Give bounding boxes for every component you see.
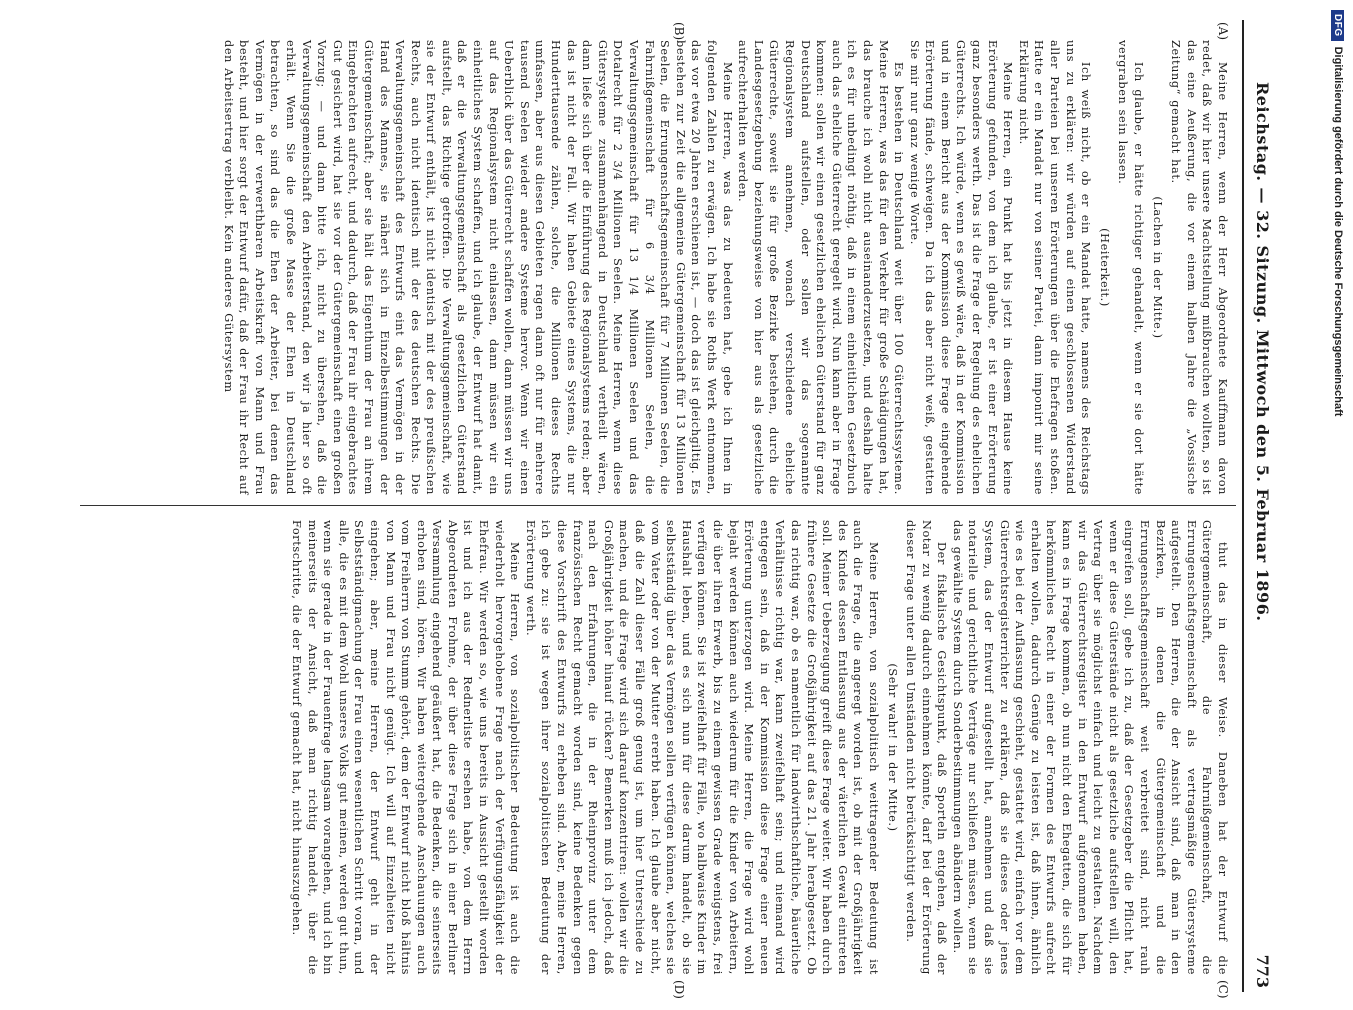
paragraph: thut das in dieser Weise. Daneben hat der Entwurf die Gütergemeinschaft, die Fahrnißgemeinschaft, die Errungenschaftsgemeinschaft als vertragsmäßige Gütersysteme aufgestellt. Den Herren, die der Ansicht sind, daß man in den Bezirken, in denen die Gütergemeinschaft und die Errungenschaftsgemeinschaft weit verbreitet sind, nicht rauh eingreifen soll, gebe ich zu, daß der Gesetzgeber die Pflicht hat, wenn er diese Güterstände nicht als gesetzliche aufstellen will, den Vertrag über sie möglichst einfach und leicht zu gestalten. Nachdem wir das Güterrechtsregister in den Entwurf aufgenommen haben, kann es in Frage kommen, ob nun nicht den Ehegatten, die sich für herkömmliches Recht in einer der Formen des Entwurfs aufrecht erhalten wollen, dadurch Genüge zu leisten ist, daß ihnen, ähnlich wie es bei der Auflassung geschieht, gestattet wird, einfach vor dem Güterrechtsregisterrichter zu erklären, daß sie dieses oder jenes System, das der Entwurf aufgestellt hat, annehmen und daß sie notarielle und gerichtliche Verträge nur schließen müssen, wenn sie das gewählte System durch Sonderbestimmungen abändern wollen.: [950, 520, 1229, 975]
margin-marker-d: (D): [672, 980, 686, 999]
right-column: [86, 520, 1230, 975]
paragraph: Meine Herren, was das zu bedeuten hat, gebe ich Ihnen in folgenden Zahlen zu erwägen. Ich habe sie Roths Werk entnommen, das vor etwa 20 Jahren erschienen ist, — doch das ist gleichgiltig. Es bestehen zur Zeit die allgemeine Gütergemeinschaft für 13 Millionen Seelen, die Errungenschaftsgemeinschaft für 7 Millionen Seelen, die Fahrnißgemeinschaft für 6 3/4 Millionen Seelen, die Verwaltungsgemeinschaft für 13 1/4 Millionen Seelen und das Dotalrecht für 2 3/4 Millionen Seelen. Meine Herren, wenn diese Gütersysteme zusammenhängend in Deutschland vertheilt wären, dann ließe sich über die Einführung des Regionalsystems reden; aber das ist nicht der Fall. Wir haben Gebiete eines Systems, die nur Hunderttausende zählen, solche, die Millionen dieses Rechts umfassen, aber aus diesen Gebieten ragen dann oft nur für mehrere tausend Seelen wieder andere Systeme hervor. Wenn wir einen Ueberblick über das Güterrecht schaffen wollen, dann müssen wir uns auf das Regionalsystem nicht einlassen, dann müssen wir ein einheitliches System schaffen, und ich glaube, der Entwurf hat damit, daß er die Verwaltungsgemeinschaft als gesetzlichen Güterstand aufstellt, das Richtige getroffen. Die Verwaltungsgemeinschaft, wie sie der Entwurf enthält, ist nicht identisch mit der des preußischen Rechts, auch nicht identisch mit der des deutschen Rechts. Die Verwaltungsgemeinschaft des Entwurfs eint das Vermögen in der Hand des Mannes, sie nähert sich in Einzelbestimmungen der Gütergemeinschaft; aber sie hält das Eigenthum der Frau an ihrem Eingebrachten aufrecht, und dadurch, daß der Frau ihr eingebrachtes Gut gesichert wird, hat sie vor der Gütergemeinschaft einen großen Vorzug; — und dann bitte ich, nicht zu übersehen, daß die Verwaltungsgemeinschaft den Arbeiterstand, den wir ja hier so oft erhält. Wenn Sie die große Masse der Ehen in Deutschland betrachten, so sind das die Ehen der Arbeiter, bei denen das Vermögen in der verwerthbaren Arbeitskraft von Mann und Frau besteht, und hier sorgt der Entwurf dafür, daß der Frau ihr Recht auf den Arbeitsertrag verbleibt. Kein anderes Gütersystem: [221, 40, 734, 495]
paragraph: Der fiskalische Gesichtspunkt, daß Sporteln entgehen, daß der Notar zu wenig dadurch einnehmen könnte, darf bei der Erörterung dieser Frage unter allen Umständen nicht berücksichtigt werden.: [904, 520, 949, 975]
header-running-title: Reichstag. — 32. Sitzung. Mittwoch den 5. Februar 1896.: [1253, 82, 1272, 622]
left-column: [86, 40, 1230, 495]
paragraph: Meine Herren, von sozialpolitischer Bedeutung ist auch die wiederholt hervorgehobene Frage nach der Verfügungsfähigkeit der Ehefrau. Wir werden so, wie uns bereits in Aussicht gestellt worden ist und ich aus der Rednerliste ersehen habe, von dem Herrn Abgeordneten Frohme, der über diese Frage sich in einer Berliner Versammlung eingehend geäußert hat, die Bedenken, die seinerseits erhoben sind, hören. Wir haben weitergehende Anschauungen auch vom Freiherrn von Stumm gehört, dem der Entwurf nicht bloß hältnis von Mann und Frau nicht genügt. Ich will auf Einzelheiten nicht eingehen; aber, meine Herren, der Entwurf geht in der Selbstständigmachung der Frau einen wesentlichen Schritt voran, und alle, die es mit dem Wohl unseres Volks gut meinen, werden gut thun, wenn sie gerade in der Frauenfrage langsam vorangehen, und ich bin meinerseits der Ansicht, daß man richtig handelt, über die Fortschritte, die der Entwurf gemacht hat, nicht hinauszugehen.: [289, 520, 522, 975]
margin-marker-b: (B): [672, 22, 686, 41]
stamp-text: Digitalisierung gefördert durch die Deutsche Forschungsgemeinschaft: [1332, 46, 1344, 417]
page-header: [1246, 12, 1272, 988]
margin-marker-c: (C): [1216, 980, 1230, 999]
page-number: 773: [1253, 954, 1272, 988]
paragraph: Ich glaube, er hätte richtiger gehandelt, wenn er sie dort hätte vergraben sein lassen.: [1116, 40, 1146, 495]
stage-direction: (Sehr wahr! in der Mitte.): [885, 663, 899, 832]
digitization-stamp: [1322, 0, 1352, 1000]
margin-marker-a: (A): [1216, 22, 1230, 41]
stage-direction: (Heiterkeit.): [1097, 228, 1111, 307]
dfg-logo: DFG: [1332, 10, 1345, 41]
paragraph: Meine Herren, ein Punkt hat bis jetzt in diesem Hause keine Erörterung gefunden, von dem ich glaube, er ist einer Erörterung ganz besonders werth. Das ist die Frage der Regelung des ehelichen Güterrechts. Ich würde, wenn es gewiß wäre, daß in der Kommission und in einem Bericht aus der Kommission diese Frage eingehende Erörterung fände, schweigen. Da ich das aber nicht weiß, gestatten Sie mir nur ganz wenige Worte.: [907, 40, 1015, 495]
header-rule: [1242, 20, 1244, 992]
paragraph: Ich weiß nicht, ob er ein Mandat hatte, namens des Reichstags uns zu erklären: wir würden auf einen geschlossenen Widerstand aller Parteien bei unseren Erörterungen über die Ehefragen stoßen. Hatte er ein Mandat nur von seiner Partei, dann imponirt mir seine Erklärung nicht.: [1016, 40, 1093, 495]
paragraph: Meine Herren, wenn der Herr Abgeordnete Kauffmann davon redet, daß wir hier unsere Machtstellung mißbrauchen wollten, so ist das eine Aeußerung, die vor einem halben Jahre die „Vossische Zeitung“ gemacht hat.: [1169, 40, 1229, 495]
paragraph: Es bestehen in Deutschland weit über 100 Güterrechtssysteme. Meine Herren, was das für den Verkehr für große Schädigungen hat, das brauche ich wohl nicht auseinanderzusetzen, und deshalb halte ich es für unbedingt nöthig, daß in einem einheitlichen Gesetzbuch auch das eheliche Güterrecht geregelt wird. Nun kann aber in Frage kommen: sollen wir einen gesetzlichen ehelichen Güterstand für ganz Deutschland aufstellen, oder sollen wir das sogenannte Regionalsystem annehmen, wonach verschiedene eheliche Güterrechte, soweit sie für große Bezirke bestehen, durch die Landesgesetzgebung beziehungsweise von hier aus als gesetzliche aufrechterhalten werden.: [736, 40, 906, 495]
paragraph: Meine Herren, von sozialpolitisch weittragender Bedeutung ist auch die Frage, die angeregt worden ist, ob mit der Großjährigkeit des Kindes dessen Entlassung aus der väterlichen Gewalt eintreten soll. Meiner Ueberzeugung greift diese Frage weiter. Wir haben durch frühere Gesetze die Großjährigkeit auf das 21. Jahr herabgesetzt. Ob das richtig war, ob es namentlich für landwirthschaftliche, bäuerliche Verhältnisse richtig war, kann zweifelhaft sein; und niemand wird entgegen sein, daß in der Kommission diese Frage einer neuen Erörterung unterzogen wird. Meine Herren, die Frage wird wohl bejaht werden können auch wiederum für die Kinder von Arbeitern, die über ihren Erwerb, bis zu einem gewissen Grade wenigstens, frei verfügen können. Sie ist zweifelhaft für Fälle, wo halbwaise Kinder im Haushalt leben, und es sich nun für diese darum handelt, ob sie selbstständig über das Vermögen sollen verfügen können, welches sie vom Vater oder von der Mutter ererbt haben. Ich glaube aber nicht, daß die Zahl dieser Fälle groß genug ist, um hier Unterschiede zu machen, und die Frage wird sich darauf konzentriren: wollen wir die Großjährigkeit höher hinauf rücken? Bemerken muß ich jedoch, daß nach den Erfahrungen, die in der Rheinprovinz unter dem französischen Recht gemacht worden sind, keine Bedenken gegen diese Vorschrift des Entwurfs zu erheben sind. Aber, meine Herren, ich gebe zu: sie ist wegen ihrer sozialpolitischen Bedeutung der Erörterung werth.: [523, 520, 880, 975]
column-divider: [80, 505, 1236, 506]
stage-direction: (Lachen in der Mitte.): [1150, 196, 1164, 339]
document-page: [66, 0, 1286, 1000]
